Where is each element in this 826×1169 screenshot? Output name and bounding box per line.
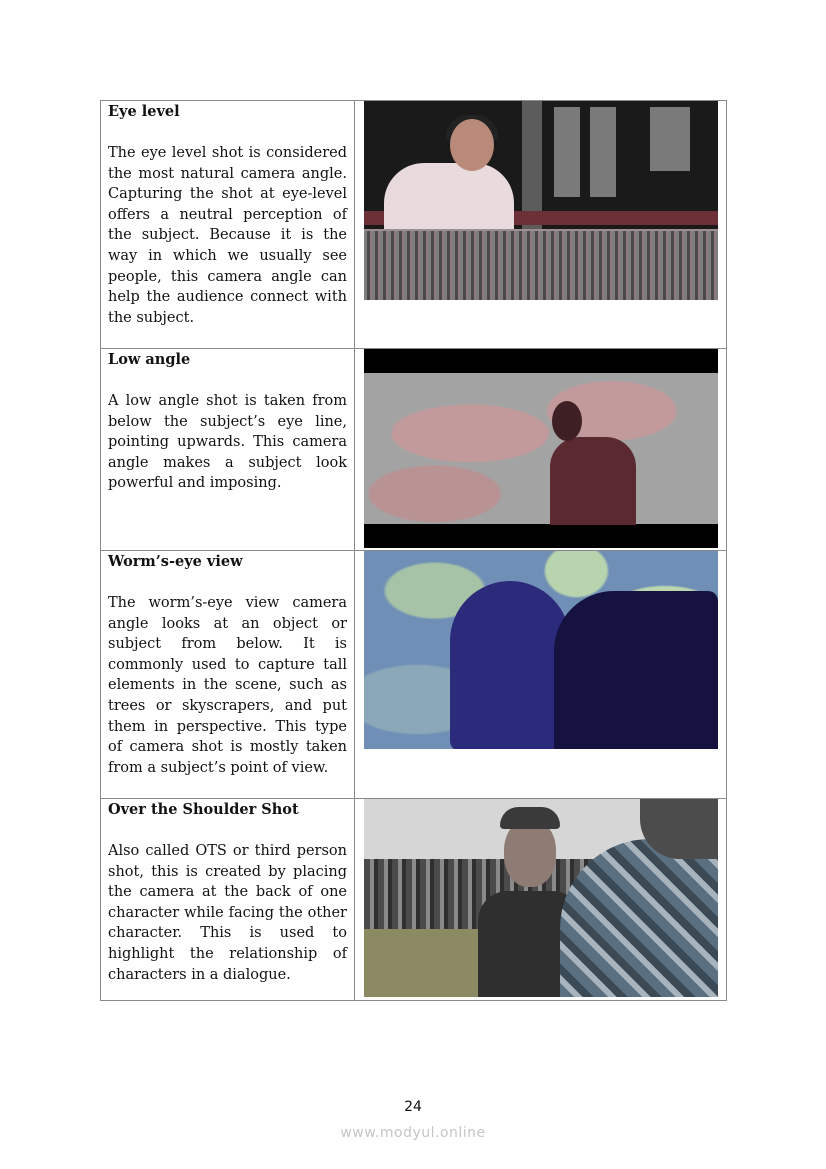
row-title: Worm’s-eye view — [108, 553, 243, 570]
row-description: A low angle shot is taken from below the subject’s eye line, pointing upwards. This camera angle makes a subject look powerful and imposing. — [108, 393, 347, 492]
low-angle-photo — [364, 349, 718, 548]
image-cell — [355, 101, 727, 349]
row-title: Over the Shoulder Shot — [108, 801, 299, 818]
text-cell — [101, 349, 355, 551]
row-description: The eye level shot is considered the most natural camera angle. Capturing the shot at eye-level offers a neutral perception of the subject. Because it is the way in which we usually see people, this camera angle can help the audience connect with the subject. — [108, 145, 347, 326]
text-cell — [101, 551, 355, 799]
table-row — [101, 101, 727, 349]
image-cell — [355, 799, 727, 1001]
over-the-shoulder-photo — [364, 799, 718, 997]
table-row — [101, 551, 727, 799]
worms-eye-photo — [364, 551, 718, 749]
row-title: Low angle — [108, 351, 191, 368]
image-cell — [355, 551, 727, 799]
eye-level-photo — [364, 101, 718, 300]
row-title: Eye level — [108, 103, 180, 120]
row-description: Also called OTS or third person shot, this is created by placing the camera at the back of one character while facing the other character. This is used to highlight the relationship of characters in a dialogue. — [108, 843, 347, 983]
table-row — [101, 799, 727, 1001]
text-cell — [101, 799, 355, 1001]
watermark: www.modyul.online — [340, 1125, 486, 1141]
table-row — [101, 349, 727, 551]
camera-angle-table — [100, 100, 727, 1001]
image-cell — [355, 349, 727, 551]
page-number: 24 — [404, 1099, 422, 1115]
text-cell — [101, 101, 355, 349]
row-description: The worm’s-eye view camera angle looks at an object or subject from below. It is commonly used to capture tall elements in the scene, such as trees or skyscrapers, and put them in perspective. This type of camera shot is mostly taken from a subject’s point of view. — [108, 595, 347, 776]
